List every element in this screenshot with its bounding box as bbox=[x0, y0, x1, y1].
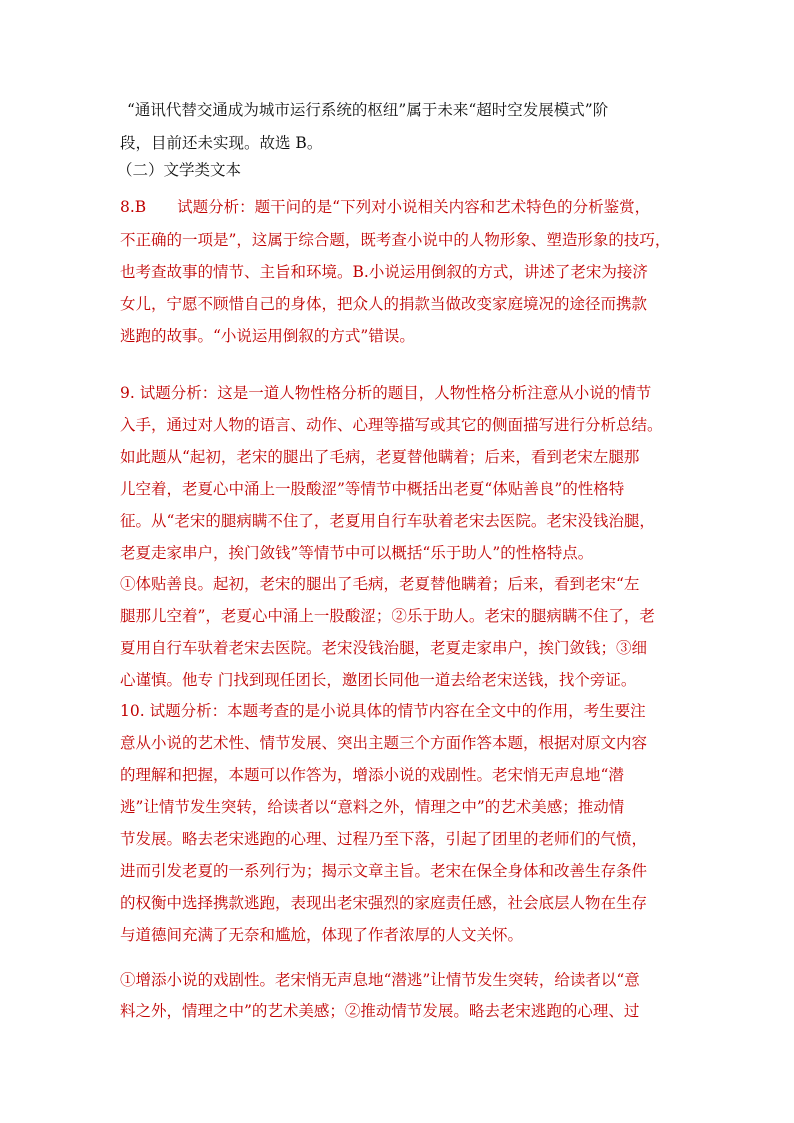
q8-line: 女儿，宁愿不顾惜自己的身体，把众人的捐款当做改变家庭境况的途径而携款 bbox=[120, 295, 648, 313]
q9-answer-line: ①体贴善良。起初，老宋的腿出了毛病，老夏替他瞒着；后来，看到老宋“左 bbox=[120, 575, 640, 593]
q9-line: 征。从“老宋的腿病瞒不住了，老夏用自行车驮着老宋去医院。老宋没钱治腿， bbox=[120, 512, 655, 530]
q10-line: 进而引发老夏的一系列行为；揭示文章主旨。老宋在保全身体和改善生存条件 bbox=[120, 862, 648, 880]
q9-answer-line: 夏用自行车驮着老宋去医院。老宋没钱治腿，老夏走家串户，挨门敛钱；③细 bbox=[120, 639, 648, 657]
q9-line: 如此题从“起初，老宋的腿出了毛病，老夏替他瞒着；后来，看到老宋左腿那 bbox=[120, 448, 640, 466]
q8-line: 8.B 试题分析：题干问的是“下列对小说相关内容和艺术特色的分析鉴赏， bbox=[120, 198, 651, 216]
q8-line: 也考查故事的情节、主旨和环境。B.小说运用倒叙的方式，讲述了老宋为接济 bbox=[120, 263, 648, 281]
q10-line: 意从小说的艺术性、情节发展、突出主题三个方面作答本题，根据对原文内容 bbox=[120, 734, 648, 752]
q10-answer-line: ①增添小说的戏剧性。老宋悄无声息地“潜逃”让情节发生突转，给读者以“意 bbox=[120, 971, 640, 989]
q8-line: 不正确的一项是”，这属于综合题，既考查小说中的人物形象、塑造形象的技巧， bbox=[120, 231, 671, 249]
intro-line: “通讯代替交通成为城市运行系统的枢纽”属于未来“超时空发展模式”阶 bbox=[127, 101, 609, 119]
q8-line: 逃跑的故事。“小说运用倒叙的方式”错误。 bbox=[120, 327, 415, 345]
q10-line: 逃”让情节发生突转，给读者以“意料之外，情理之中”的艺术美感；推动情 bbox=[120, 798, 625, 816]
q9-line: 老夏走家串户，挨门敛钱”等情节中可以概括“乐于助人”的性格特点。 bbox=[120, 544, 594, 562]
q10-answer-line: 料之外，情理之中”的艺术美感；②推动情节发展。略去老宋逃跑的心理、过 bbox=[120, 1002, 640, 1020]
q10-line: 的理解和把握，本题可以作答为，增添小说的戏剧性。老宋悄无声息地“潜 bbox=[120, 766, 624, 784]
q10-line: 的权衡中选择携款逃跑，表现出老宋强烈的家庭责任感，社会底层人物在生存 bbox=[120, 894, 648, 912]
q9-line: 儿空着，老夏心中涌上一股酸涩”等情节中概括出老夏“体贴善良”的性格特 bbox=[120, 480, 625, 498]
q10-line: 与道德间充满了无奈和尴尬，体现了作者浓厚的人文关怀。 bbox=[120, 926, 524, 944]
section-heading: （二）文学类文本 bbox=[117, 161, 242, 179]
q9-answer-line: 腿那儿空着”，老夏心中涌上一股酸涩；②乐于助人。老宋的腿病瞒不住了，老 bbox=[120, 607, 655, 625]
q10-line: 10. 试题分析：本题考查的是小说具体的情节内容在全文中的作用，考生要注 bbox=[120, 702, 646, 720]
q9-line: 入手，通过对人物的语言、动作、心理等描写或其它的侧面描写进行分析总结。 bbox=[120, 416, 663, 434]
intro-line: 段，目前还未实现。故选 B。 bbox=[120, 134, 323, 152]
q10-line: 节发展。略去老宋逃跑的心理、过程乃至下落，引起了团里的老师们的气愤， bbox=[120, 830, 648, 848]
q9-answer-line: 心谨慎。他专 门找到现任团长，邀团长同他一道去给老宋送钱，找个旁证。 bbox=[120, 671, 637, 689]
q9-line: 9. 试题分析：这是一道人物性格分析的题目，人物性格分析注意从小说的情节 bbox=[120, 384, 652, 402]
